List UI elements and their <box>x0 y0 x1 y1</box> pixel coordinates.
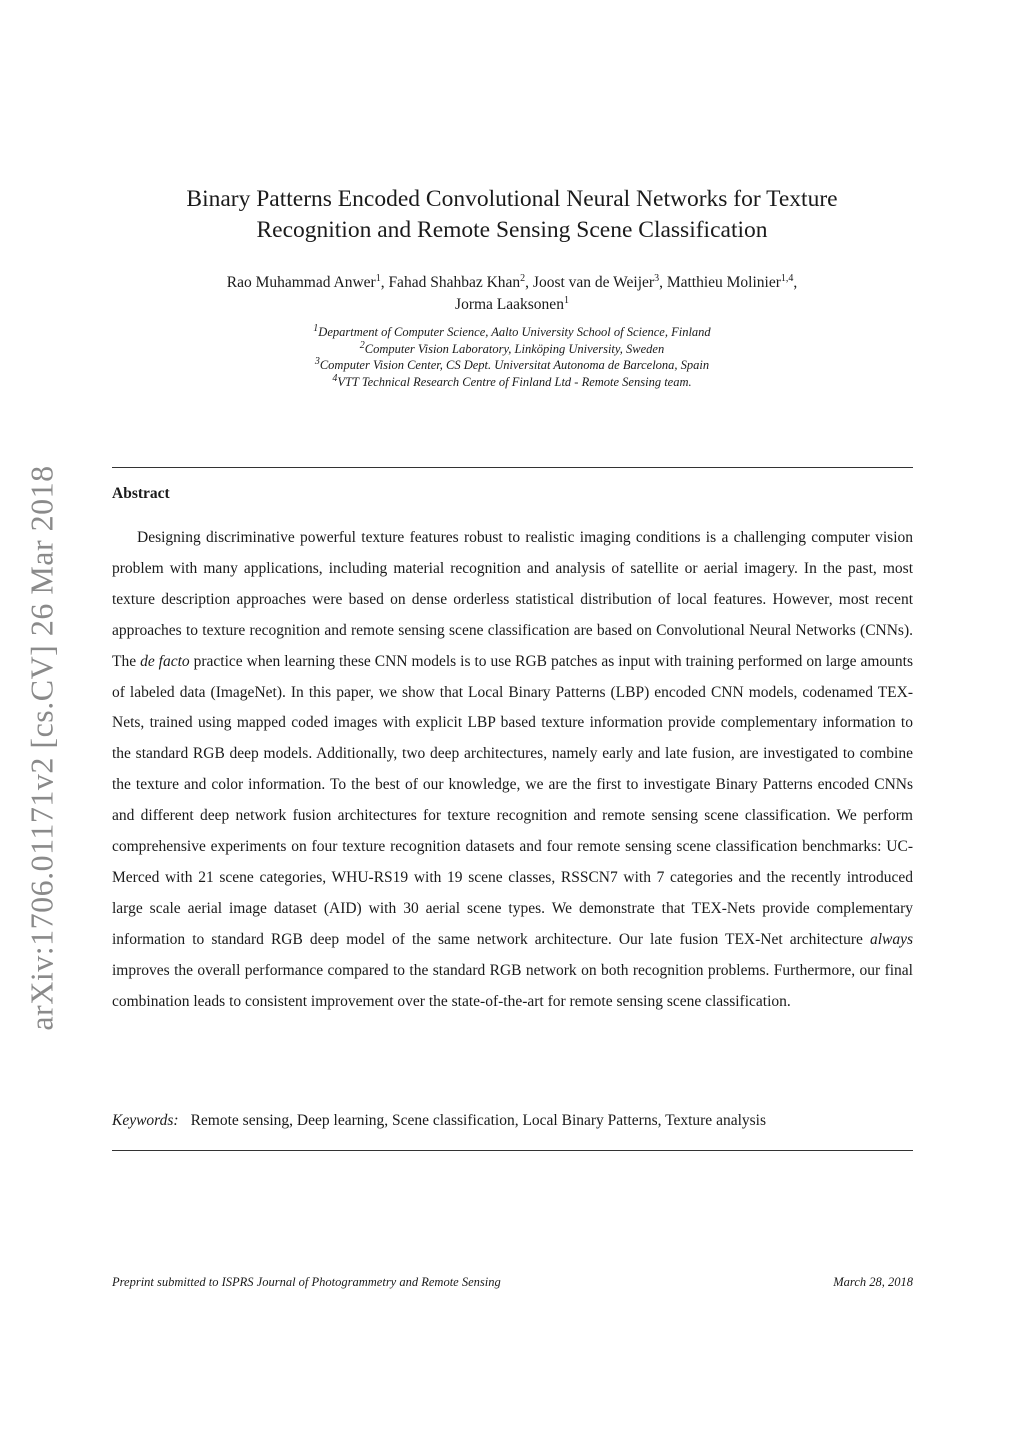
title-line-2: Recognition and Remote Sensing Scene Classification <box>256 217 768 243</box>
abstract-bottom-rule <box>112 1150 913 1151</box>
affiliation-mark: 1 <box>313 322 319 334</box>
preprint-note: Preprint submitted to ISPRS Journal of Photogrammetry and Remote Sensing <box>112 1275 501 1289</box>
affiliation-text: VTT Technical Research Centre of Finland Ltd - Remote Sensing team. <box>337 374 692 389</box>
abstract-body <box>112 523 913 1018</box>
abstract-top-rule <box>112 467 913 468</box>
affiliation-text: Department of Computer Science, Aalto University School of Science, Finland <box>318 325 711 339</box>
arxiv-identifier-stamp: arXiv:1706.01171v2 [cs.CV] 26 Mar 2018 <box>23 465 60 1031</box>
affiliation <box>112 341 912 358</box>
author-affil-mark: 1,4 <box>780 272 794 284</box>
author-affil-mark: 2 <box>520 272 526 284</box>
author-name: Matthieu Molinier <box>666 274 781 291</box>
keywords-line <box>112 1112 913 1130</box>
author-separator: , <box>380 274 389 291</box>
keywords-label: Keywords: <box>112 1112 179 1129</box>
affiliation-mark: 2 <box>359 339 365 351</box>
abstract-text-part-2: practice when learning these CNN models is to use RGB patches as input with training performed on large amounts of labeled data (ImageNet). In this paper, we show that Local Binary Patterns (LBP) encoded CNN models, codenamed TEX-Nets, trained using mapped coded images with explicit LBP based texture information provide complementary information to the standard RGB deep models. Additionally, two deep architectures, namely early and late fusion, are investigated to combine the texture and color information. To the best of our knowledge, we are the first to investigate Binary Patterns encoded CNNs and different deep network fusion architectures for texture recognition and remote sensing scene classification. We perform comprehensive experiments on four texture recognition datasets and four remote sensing scene classification benchmarks: UC-Merced with 21 scene categories, WHU-RS19 with 19 scene classes, RSSCN7 with 7 categories and the recently introduced large scale aerial image dataset (AID) with 30 aerial scene types. We demonstrate that TEX-Nets provide complementary information to standard RGB deep model of the same network architecture. Our late fusion TEX-Net architecture <box>112 652 914 948</box>
author-name: Jorma Laaksonen <box>455 296 564 313</box>
affiliation-text: Computer Vision Laboratory, Linköping University, Sweden <box>364 341 665 356</box>
author-affil-mark: 1 <box>563 294 569 306</box>
author-separator: , <box>793 274 798 291</box>
author-list <box>112 272 912 316</box>
abstract-emphasis-2: always <box>869 930 913 948</box>
affiliation <box>112 374 912 391</box>
abstract-text-part-3: improves the overall performance compared to the standard RGB network on both recognition problems. Furthermore, our final combination leads to consistent improvement over the state-of-the-art for remote sensing scene classification. <box>112 961 913 1010</box>
author-affil-mark: 3 <box>654 272 660 284</box>
affiliation-list <box>112 324 912 390</box>
abstract-emphasis-1: de facto <box>140 652 190 670</box>
author-line-2 <box>112 294 912 316</box>
paper-title <box>112 184 912 246</box>
author-affil-mark: 1 <box>375 272 381 284</box>
affiliation-text: Computer Vision Center, CS Dept. Universitat Autonoma de Barcelona, Spain <box>319 358 710 372</box>
affiliation <box>112 357 912 374</box>
author-name: Joost van de Weijer <box>532 274 655 291</box>
author-separator: , <box>659 274 667 291</box>
author-line-1 <box>112 272 912 294</box>
affiliation-mark: 3 <box>314 355 320 367</box>
affiliation <box>112 324 912 341</box>
abstract-text-part-1: Designing discriminative powerful texture features robust to realistic imaging conditions is a challenging computer vision problem with many applications, including material recognition and analysis of satellite or aerial imagery. In the past, most texture description approaches were based on dense orderless statistical distribution of local features. However, most recent approaches to texture recognition and remote sensing scene classification are based on Convolutional Neural Networks (CNNs). The <box>112 529 913 670</box>
keywords-text: Remote sensing, Deep learning, Scene classification, Local Binary Patterns, Texture analysis <box>190 1112 767 1129</box>
footer-date: March 28, 2018 <box>833 1275 913 1289</box>
author-name: Rao Muhammad Anwer <box>226 274 376 291</box>
affiliation-mark: 4 <box>332 372 338 384</box>
title-line-1: Binary Patterns Encoded Convolutional Neural Networks for Texture <box>186 186 838 212</box>
abstract-heading: Abstract <box>112 485 170 502</box>
author-name: Fahad Shahbaz Khan <box>388 274 521 291</box>
author-separator: , <box>525 274 533 291</box>
